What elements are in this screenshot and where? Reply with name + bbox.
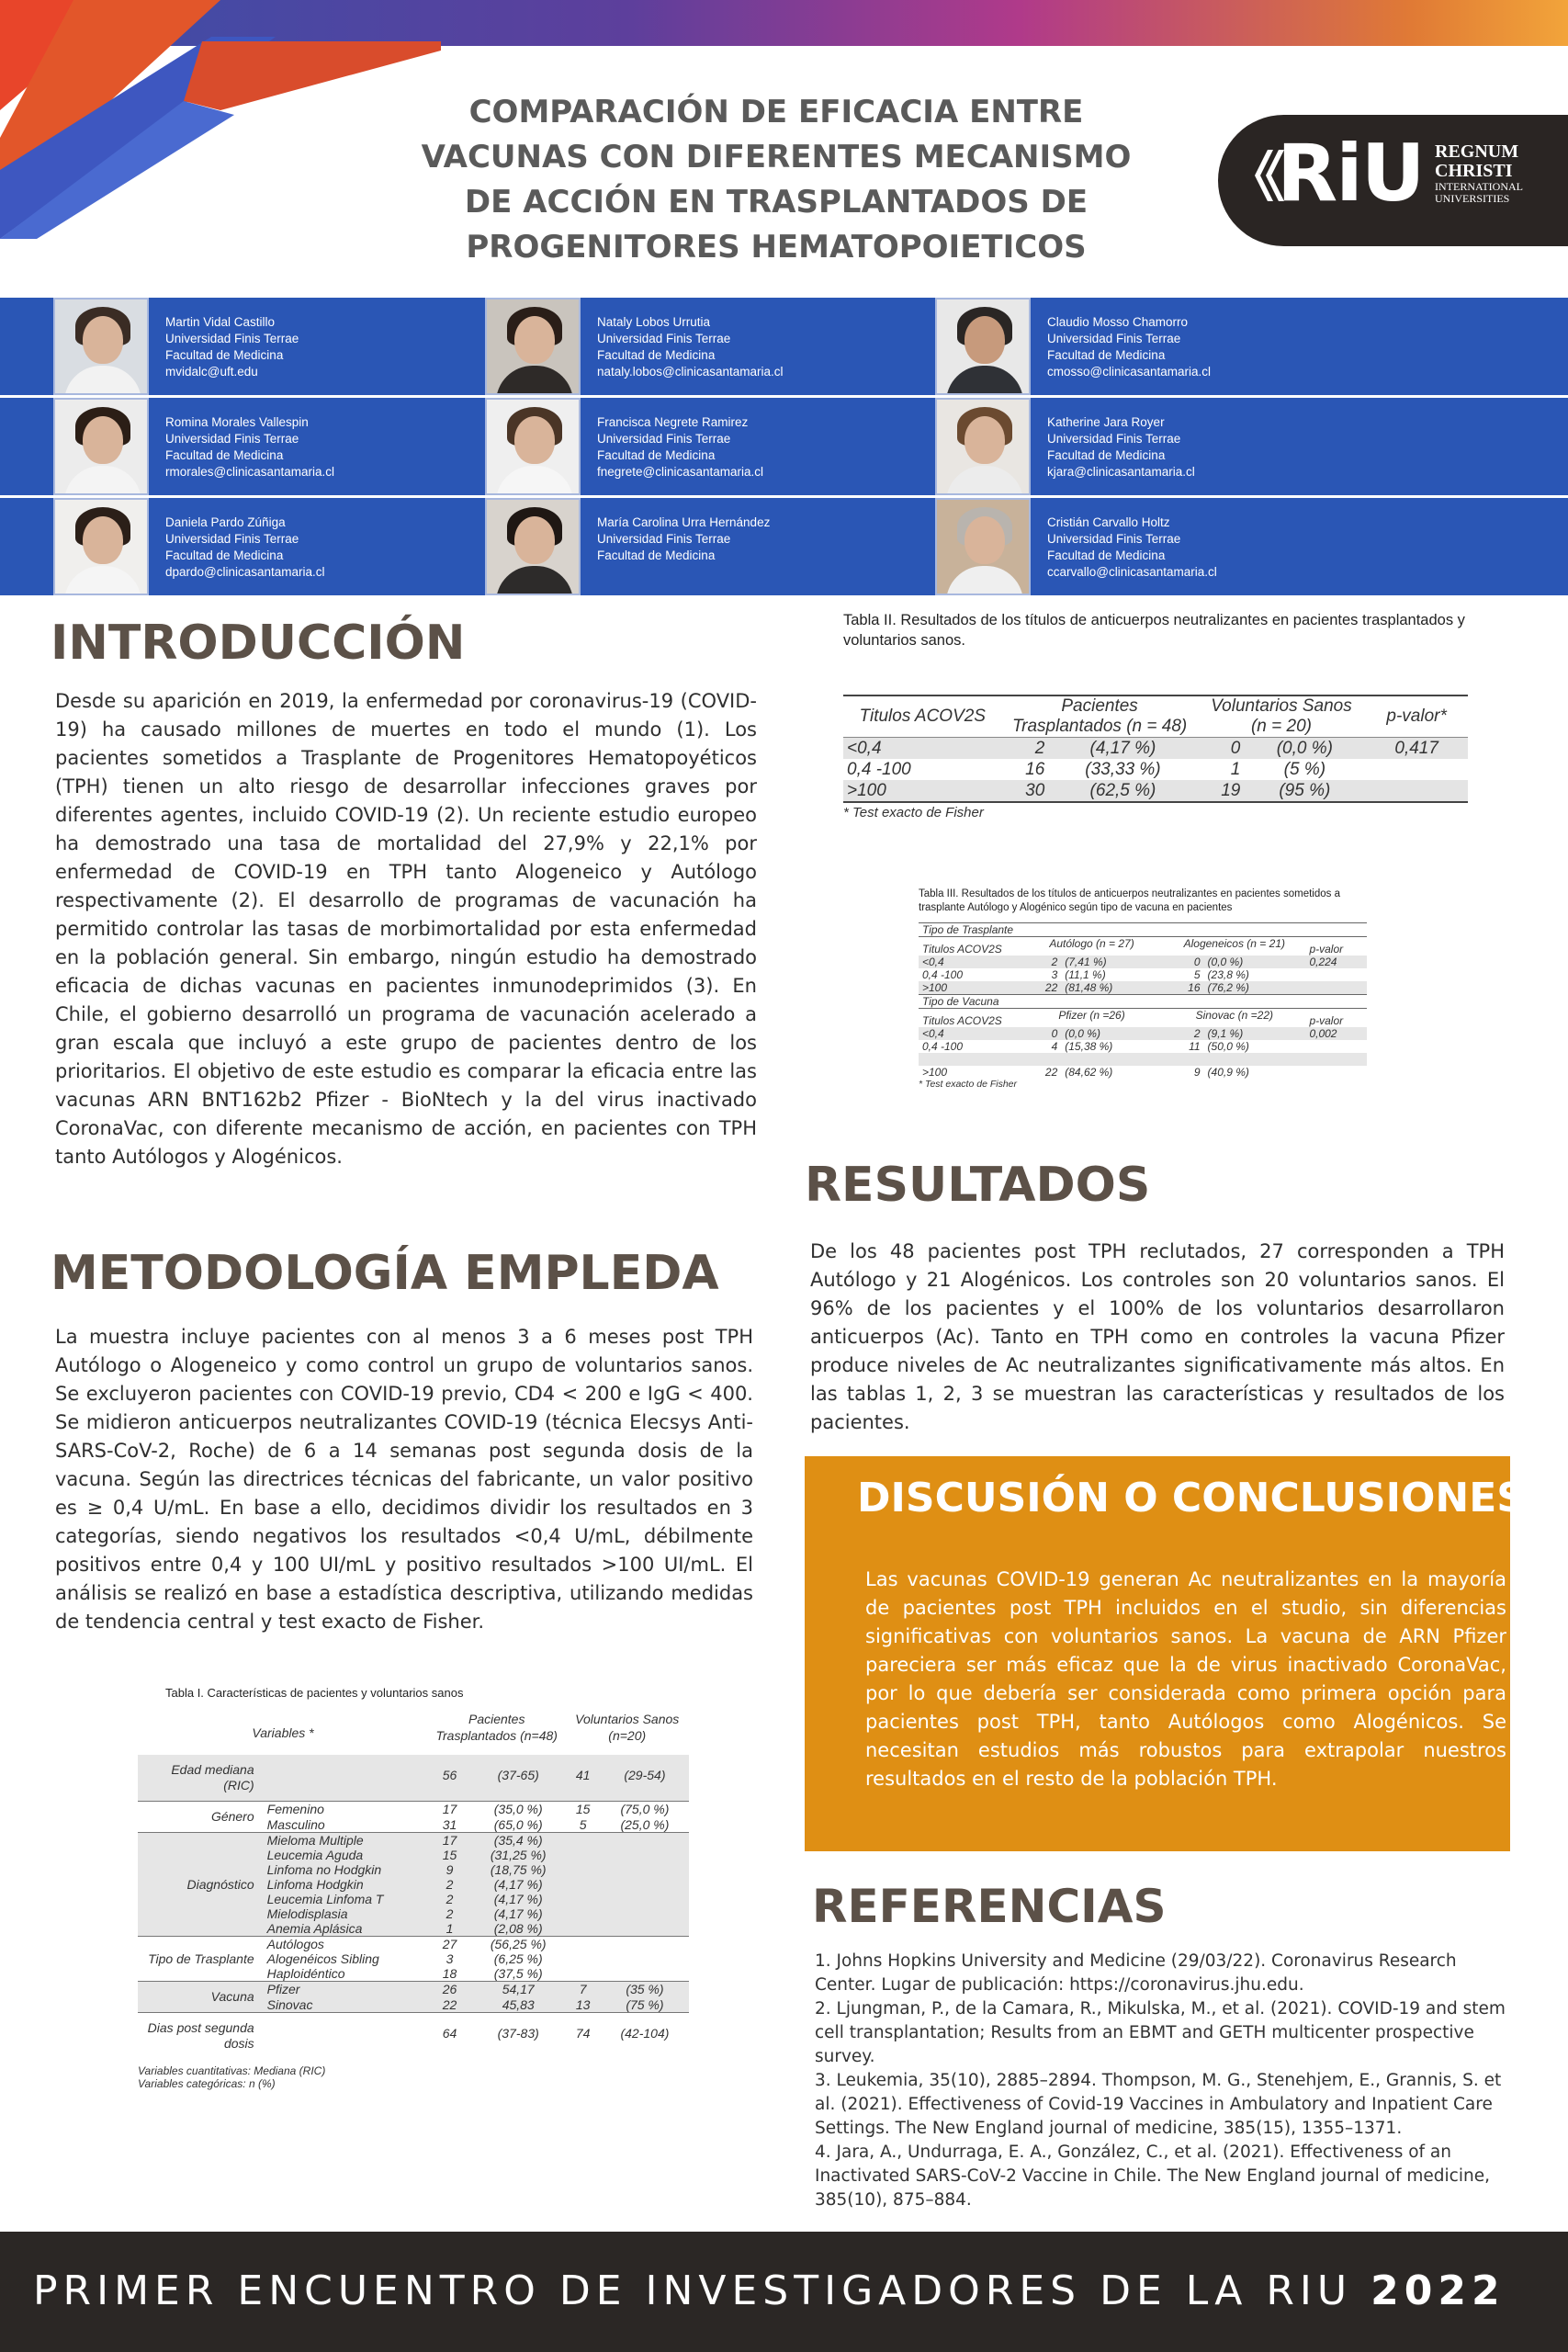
table-header-cell: Titulos ACOV2S [859, 707, 986, 726]
table-header-cell: Alogeneicos (n = 21) [1183, 937, 1285, 950]
table-footnote: * Test exacto de Fisher [843, 805, 984, 820]
table-3 [919, 888, 1367, 1090]
table-cell: (4,17 %) [471, 1906, 565, 1921]
author-email: nataly.lobos@clinicasantamaria.cl [597, 365, 784, 379]
table-cell [601, 1877, 689, 1892]
reference-item: 4. Jara, A., Undurraga, E. A., González, C., et al. (2021). Effectiveness of an Inactivated SARS-CoV-2 Vaccine in Chile. The New England journal of medicine, 385(10), 875–884. [815, 2143, 1490, 2210]
table-cell: (5 %) [1283, 760, 1326, 779]
author-photo [935, 498, 1031, 595]
table-cell: 64 [428, 2013, 471, 2060]
table-cell: (81,48 %) [1061, 981, 1163, 995]
table-cell: (37-65) [471, 1755, 565, 1802]
table-cell: 5 [579, 1816, 587, 1832]
table-row [919, 956, 1367, 968]
table-cell: 9 [1193, 1066, 1201, 1079]
author-name: Cristián Carvallo Holtz [1047, 515, 1170, 529]
table-footnote: * Test exacto de Fisher [919, 1079, 1017, 1090]
table-cell [565, 1951, 600, 1966]
author-email: rmorales@clinicasantamaria.cl [165, 465, 335, 479]
chevron-decoration [0, 0, 441, 239]
table-cell: 22 [428, 1997, 471, 2013]
author-info [597, 414, 763, 481]
author-university: Universidad Finis Terrae [165, 432, 299, 446]
author-photo [935, 298, 1031, 395]
author-card [0, 298, 432, 395]
author-name: Romina Morales Vallespin [165, 415, 309, 429]
introduction-heading: INTRODUCCIÓN [51, 616, 466, 671]
table-cell: (4,17 %) [1048, 738, 1197, 760]
table-cell: Masculino [266, 1816, 325, 1832]
footer-event-name: PRIMER ENCUENTRO DE INVESTIGADORES DE LA RIU [33, 2267, 1353, 2314]
table-cell: (62,5 %) [1048, 780, 1197, 802]
table-cell: 13 [565, 1997, 600, 2013]
table-cell: (4,17 %) [471, 1877, 565, 1892]
table-cell: Haploidéntico [266, 1966, 345, 1981]
author-name: Francisca Negrete Ramirez [597, 415, 749, 429]
author-photo [53, 398, 149, 495]
table-cell: (65,0 %) [493, 1816, 543, 1832]
table-cell: 2 [1163, 1027, 1203, 1040]
table-cell: 0,4 -100 [922, 968, 964, 981]
table-cell: Alogenéicos Sibling [266, 1951, 379, 1966]
author-info [165, 314, 299, 380]
table-cell [565, 1848, 600, 1862]
references-heading: REFERENCIAS [812, 1880, 1167, 1933]
author-photo [935, 398, 1031, 495]
table-cell: (9,1 %) [1204, 1027, 1306, 1040]
table-cell: 74 [565, 2013, 600, 2060]
author-faculty: Facultad de Medicina [597, 448, 716, 462]
introduction-text: Desde su aparición en 2019, la enfermedad por coronavirus-19 (COVID-19) ha causado millones de muertes en todo el mundo (1). Los pacientes sometidos a Trasplante de Progenitores Hematopoyéticos (TPH) tienen un alto riesgo de desarrollar infecciones graves por diferentes agentes, incluido COVID-19 (2). Un reciente estudio europeo ha demostrado una tasa de mortalidad del 27,9% y 22,1% por enfermedad de COVID-19 en TPH tanto Alogeneico y Autólogo respectivamente (2). El desarrollo de programas de vacunación ha permitido controlar las tasas de morbimortalidad por esta enfermedad en la población general. Sin embargo, ningún estudio ha demostrado eficacia de dichas vacunas en pacientes inmunodeprimidos (3). En Chile, el gobierno desarrolló un programa de vacunación acelerado a gran escala que incluyó a este grupo de pacientes dentro de los prioritarios. El objetivo de este estudio es comparar la eficacia entre las vacunas ARN BNT162b2 Pfizer - BioNtech y la del virus inactivado CoronaVac, con diferente mecanismo de acción, en pacientes con TPH tanto Autólogos y Alogénicos. [55, 690, 757, 1168]
riu-logo [1218, 115, 1568, 246]
table-cell [565, 1937, 600, 1952]
table-cell [565, 1921, 600, 1937]
table-cell [601, 1848, 689, 1862]
table-header-cell: Voluntarios Sanos (n=20) [575, 1712, 680, 1743]
logo-line: UNIVERSITIES [1435, 192, 1510, 205]
table-row [138, 1833, 689, 1849]
author-email: fnegrete@clinicasantamaria.cl [597, 465, 764, 479]
table-cell: (29-54) [601, 1755, 689, 1802]
author-email: cmosso@clinicasantamaria.cl [1047, 365, 1212, 379]
table-cell: (25,0 %) [620, 1816, 670, 1832]
table-cell: Leucemia Aguda [264, 1848, 428, 1862]
table-cell: 17 [428, 1833, 471, 1849]
results-text: De los 48 pacientes post TPH reclutados, 27 corresponden a TPH Autólogo y 21 Alogénicos. Los controles son 20 voluntarios sanos. El 96% de los pacientes y el 100% de los voluntarios desarrollaron anticuerpos (Ac). Tanto en TPH como en controles la vacuna Pfizer produce niveles de Ac neutralizantes significativamente más altos. En las tablas 1, 2, 3 se muestran las características y resultados de los pacientes. [810, 1240, 1505, 1433]
table-header-cell: Sinovac (n =22) [1195, 1009, 1273, 1022]
author-card [432, 398, 863, 495]
table-section-label: Tipo de Vacuna [919, 995, 1367, 1009]
table-cell: (50,0 %) [1207, 1040, 1249, 1053]
table-cell: 30 [1002, 780, 1049, 802]
author-university: Universidad Finis Terrae [1047, 332, 1181, 345]
author-email: mvidalc@uft.edu [165, 365, 258, 379]
table-cell: 2 [1002, 738, 1049, 760]
author-name: Nataly Lobos Urrutia [597, 315, 711, 329]
table-cell: (31,25 %) [471, 1848, 565, 1862]
logo-wordmark [1435, 142, 1523, 205]
author-email: dpardo@clinicasantamaria.cl [165, 565, 325, 579]
table-cell: 17 [428, 1802, 471, 1817]
logo-line: INTERNATIONAL [1435, 180, 1523, 193]
table-cell: 4 [1051, 1040, 1058, 1053]
table-cell: 54,17 [471, 1982, 565, 1997]
table-cell: (56,25 %) [471, 1937, 565, 1952]
table-header-cell: Voluntarios Sanos (n = 20) [1211, 696, 1352, 736]
author-card [0, 498, 432, 595]
table-cell [1305, 981, 1367, 995]
table-cell: (35,4 %) [471, 1833, 565, 1849]
poster-footer [0, 2232, 1568, 2352]
author-faculty: Facultad de Medicina [165, 548, 284, 562]
author-university: Universidad Finis Terrae [597, 332, 731, 345]
table-cell: 27 [428, 1937, 471, 1952]
author-university: Universidad Finis Terrae [1047, 432, 1181, 446]
table-cell: 2 [428, 1892, 471, 1906]
table-cell: 0 [1021, 1027, 1061, 1040]
author-faculty: Facultad de Medicina [1047, 348, 1166, 362]
poster-title [386, 90, 1167, 270]
table-cell: <0,4 [919, 956, 1021, 968]
author-photo [485, 298, 581, 395]
table-header-cell: p-valor [1309, 943, 1344, 956]
table-footnote [138, 2064, 689, 2090]
table-cell: Mielodisplasia [264, 1906, 428, 1921]
title-line: PROGENITORES HEMATOPOIETICOS [466, 229, 1087, 266]
table-cell: 16 [1025, 760, 1045, 779]
table-group-label: Género [138, 1802, 264, 1833]
table-cell: (35 %) [601, 1982, 689, 1997]
table-cell: (37,5 %) [493, 1966, 543, 1981]
table-cell: >100 [843, 780, 1002, 802]
methods-text: La muestra incluye pacientes con al menos 3 a 6 meses post TPH Autólogo o Alogeneico y como control un grupo de voluntarios sanos. Se excluyeron pacientes con COVID-19 previo, CD4 < 200 e IgG < 400. Se midieron anticuerpos neutralizantes COVID-19 (técnica Elecsys Anti-SARS-CoV-2, Roche) de 6 a 14 semanas post segunda dosis de la vacuna. Según las directrices técnicas del fabricante, un valor positivo es ≥ 0,4 U/mL. En base a ello, decidimos dividir los resultados en 3 categorías, siendo negativos los resultados <0,4 U/mL, débilmente positivos entre 0,4 y 100 UI/mL y positivo resultados >100 UI/mL. El análisis se realizó en base a estadística descriptiva, utilizando medidas de tendencia central y test exacto de Fisher. [55, 1326, 753, 1633]
table-cell [601, 1951, 689, 1966]
table-cell: (75,0 %) [601, 1802, 689, 1817]
author-university: Universidad Finis Terrae [165, 532, 299, 546]
table-cell: 3 [1051, 968, 1058, 981]
author-name: Katherine Jara Royer [1047, 415, 1165, 429]
table-cell [264, 1755, 428, 1802]
author-card [882, 298, 1314, 395]
table-cell: (7,41 %) [1061, 956, 1163, 968]
table-cell [601, 1892, 689, 1906]
results-heading: RESULTADOS [805, 1158, 1151, 1213]
author-card [882, 398, 1314, 495]
table-cell: <0,4 [843, 738, 1002, 760]
table-group-label: Tipo de Trasplante [138, 1937, 264, 1982]
table-cell: (18,75 %) [471, 1862, 565, 1877]
table-cell: Femenino [264, 1802, 428, 1817]
table-cell: >100 [919, 981, 1021, 995]
table-cell: 56 [428, 1755, 471, 1802]
table-cell: 1 [428, 1921, 471, 1937]
table-3-grid [919, 922, 1367, 1079]
table-row [919, 981, 1367, 995]
table-row [138, 1982, 689, 1997]
table-cell: 2 [1021, 956, 1061, 968]
author-faculty: Facultad de Medicina [1047, 548, 1166, 562]
poster-header [0, 0, 1568, 294]
table-cell: (0,0 %) [1061, 1027, 1163, 1040]
title-line: COMPARACIÓN DE EFICACIA ENTRE [468, 94, 1084, 130]
table-cell: >100 [922, 1066, 948, 1079]
table-cell: <0,4 [919, 1027, 1021, 1040]
author-info [597, 514, 770, 564]
table-cell: 5 [1193, 968, 1201, 981]
table-footnote-line: Variables cuantitativas: Mediana (RIC) [138, 2064, 326, 2077]
table-cell: (37-83) [471, 2013, 565, 2060]
author-faculty: Facultad de Medicina [1047, 448, 1166, 462]
table-cell: 0 [1198, 738, 1245, 760]
table-cell: (15,38 %) [1065, 1040, 1113, 1053]
table-cell: (40,9 %) [1207, 1066, 1249, 1079]
table-cell [601, 1937, 689, 1952]
table-cell: 22 [1044, 1066, 1058, 1079]
author-panel [0, 294, 1568, 594]
author-card [432, 498, 863, 595]
reference-item: 3. Leukemia, 35(10), 2885–2894. Thompson, M. G., Stenehjem, E., Grannis, S. et al. (2021). Effectiveness of Covid-19 Vaccines in Ambulatory and Inpatient Care Settings. The New England journal of medicine, 385(15), 1355–1371. [815, 2071, 1502, 2138]
table-cell: 31 [442, 1816, 457, 1832]
table-caption: Tabla II. Resultados de los títulos de anticuerpos neutralizantes en pacientes trasplantados y voluntarios sanos. [843, 612, 1465, 649]
table-cell: 2 [428, 1877, 471, 1892]
author-info [165, 414, 334, 481]
table-cell: 18 [442, 1966, 457, 1981]
logo-line: CHRISTI [1435, 161, 1513, 181]
table-cell: 15 [565, 1802, 600, 1817]
table-cell [565, 1833, 600, 1849]
author-name: Daniela Pardo Zúñiga [165, 515, 286, 529]
table-cell: 3 [446, 1951, 454, 1966]
table-row [919, 968, 1367, 981]
table-caption: Tabla III. Resultados de los títulos de anticuerpos neutralizantes en pacientes sometidos a trasplante Autólogo y Alogénico según tipo de vacuna en pacientes [919, 888, 1340, 913]
author-info [165, 514, 325, 581]
footer-year: 2022 [1371, 2267, 1506, 2314]
author-info [1047, 514, 1217, 581]
author-university: Universidad Finis Terrae [597, 432, 731, 446]
author-name: Martin Vidal Castillo [165, 315, 276, 329]
table-cell: (0,0 %) [1204, 956, 1306, 968]
table-header-cell: Pfizer (n =26) [1058, 1009, 1125, 1022]
author-faculty: Facultad de Medicina [165, 448, 284, 462]
table-cell: Sinovac [264, 1997, 428, 2013]
table-cell [601, 1906, 689, 1921]
table-row [919, 1027, 1367, 1040]
table-row [138, 2013, 689, 2060]
table-cell: (6,25 %) [493, 1951, 543, 1966]
table-cell: 11 [1189, 1040, 1201, 1053]
author-name: María Carolina Urra Hernández [597, 515, 771, 529]
table-cell: (42-104) [601, 2013, 689, 2060]
table-2-grid [843, 695, 1468, 803]
table-cell: (2,08 %) [471, 1921, 565, 1937]
reference-item: 2. Ljungman, P., de la Camara, R., Mikulska, M., et al. (2021). COVID-19 and stem cell transplantation; Results from an EBMT and GETH multicenter prospective survey. [815, 1999, 1506, 2066]
table-cell: Pfizer [264, 1982, 428, 1997]
table-header-cell: Titulos ACOV2S [922, 1014, 1002, 1027]
author-university: Universidad Finis Terrae [1047, 532, 1181, 546]
author-info [1047, 414, 1195, 481]
table-cell [264, 2013, 428, 2060]
table-cell: 7 [565, 1982, 600, 1997]
author-card [0, 398, 432, 495]
table-cell [1305, 1066, 1367, 1079]
table-cell: 2 [428, 1906, 471, 1921]
table-cell: 0,4 -100 [922, 1040, 964, 1053]
table-header-cell: p-valor* [1386, 707, 1447, 726]
table-cell: (0,0 %) [1244, 738, 1365, 760]
table-1 [138, 1685, 689, 2090]
methods-heading: METODOLOGÍA EMPLEDA [51, 1246, 719, 1301]
table-cell: (35,0 %) [471, 1802, 565, 1817]
table-cell: Linfoma Hodgkin [264, 1877, 428, 1892]
table-cell: 0,4 -100 [847, 760, 911, 779]
author-name: Claudio Mosso Chamorro [1047, 315, 1189, 329]
table-cell: (4,17 %) [471, 1892, 565, 1906]
table-row [843, 738, 1468, 760]
discussion-heading: DISCUSIÓN O CONCLUSIONES [857, 1475, 1526, 1521]
table-cell [565, 1892, 600, 1906]
table-cell [1365, 780, 1468, 802]
reference-item: 1. Johns Hopkins University and Medicine (29/03/22). Coronavirus Research Center. Lugar de publicación: https://coronavirus.jhu.edu. [815, 1951, 1457, 1995]
table-cell [1305, 1040, 1367, 1053]
table-cell: 26 [428, 1982, 471, 1997]
author-email: kjara@clinicasantamaria.cl [1047, 465, 1195, 479]
table-row [843, 780, 1468, 802]
table-cell: 0,417 [1365, 738, 1468, 760]
table-group-label: Diagnóstico [138, 1833, 264, 1937]
table-cell: (95 %) [1244, 780, 1365, 802]
table-2 [843, 610, 1468, 820]
table-cell: 16 [1163, 981, 1203, 995]
author-university: Universidad Finis Terrae [597, 532, 731, 546]
table-row [138, 1802, 689, 1817]
table-cell: 41 [565, 1755, 600, 1802]
table-cell: 0 [1163, 956, 1203, 968]
table-group-label: Edad mediana (RIC) [138, 1755, 264, 1802]
author-card [882, 498, 1314, 595]
logo-line: REGNUM [1435, 141, 1519, 162]
table-cell: (11,1 %) [1065, 968, 1106, 981]
table-cell [565, 1877, 600, 1892]
table-cell [565, 1906, 600, 1921]
table-row [138, 1937, 689, 1952]
table-cell: (23,8 %) [1207, 968, 1249, 981]
author-email: ccarvallo@clinicasantamaria.cl [1047, 565, 1217, 579]
table-cell: (33,33 %) [1085, 760, 1161, 779]
table-cell: 1 [1230, 760, 1241, 779]
table-header-cell: p-valor [1309, 1014, 1344, 1027]
table-header-cell: Autólogo (n = 27) [1049, 937, 1134, 950]
table-row [919, 1040, 1367, 1053]
table-cell: (76,2 %) [1204, 981, 1306, 995]
footer-text [33, 2267, 1540, 2316]
table-cell: 19 [1198, 780, 1245, 802]
table-header-cell: Pacientes Trasplantados (n=48) [435, 1712, 558, 1743]
table-header-cell: Titulos ACOV2S [922, 943, 1002, 956]
table-caption: Tabla I. Características de pacientes y voluntarios sanos [165, 1686, 464, 1700]
author-photo [53, 298, 149, 395]
table-cell [1365, 759, 1468, 780]
table-row [138, 1755, 689, 1802]
table-group-label: Dias post segunda dosis [138, 2013, 264, 2060]
table-section-label: Tipo de Trasplante [919, 923, 1367, 937]
author-faculty: Facultad de Medicina [597, 348, 716, 362]
table-cell: Leucemia Linfoma T [264, 1892, 428, 1906]
table-group-label: Vacuna [138, 1982, 264, 2013]
table-row [919, 1066, 1367, 1079]
table-header-cell: Variables * [252, 1725, 314, 1740]
title-line: DE ACCIÓN EN TRASPLANTADOS DE [464, 184, 1089, 220]
table-cell [601, 1966, 689, 1982]
table-cell [1305, 968, 1367, 981]
table-cell: Linfoma no Hodgkin [264, 1862, 428, 1877]
author-university: Universidad Finis Terrae [165, 332, 299, 345]
table-header-cell: Pacientes Trasplantados (n = 48) [1011, 696, 1188, 736]
table-cell [565, 1862, 600, 1877]
author-info [597, 314, 784, 380]
author-photo [485, 398, 581, 495]
author-photo [485, 498, 581, 595]
table-cell: Mieloma Multiple [264, 1833, 428, 1849]
table-cell: 45,83 [471, 1997, 565, 2013]
title-line: VACUNAS CON DIFERENTES MECANISMO [421, 139, 1132, 175]
author-photo [53, 498, 149, 595]
table-cell: 9 [428, 1862, 471, 1877]
discussion-text: Las vacunas COVID-19 generan Ac neutralizantes en la mayoría de pacientes post TPH incluidos en el studio, sin diferencias significativas con voluntarios sanos. La vacuna de ARN Pfizer pareciera ser más eficaz que la de virus inactivado CoronaVac, por lo que debería ser considerada como primera opción para pacientes post TPH, tanto Autólogos como Alogénicos. Se necesitan estudios más robustos para extrapolar nuestros resultados en el resto de la población TPH. [865, 1568, 1506, 1790]
author-faculty: Facultad de Medicina [165, 348, 284, 362]
table-cell: (84,62 %) [1065, 1066, 1113, 1079]
table-cell: (75 %) [601, 1997, 689, 2013]
table-cell: 22 [1021, 981, 1061, 995]
table-cell [601, 1862, 689, 1877]
author-card [432, 298, 863, 395]
table-row [843, 759, 1468, 780]
table-1-grid [138, 1711, 689, 2059]
table-cell: Autólogos [264, 1937, 428, 1952]
table-footnote-line: Variables categóricas: n (%) [138, 2077, 276, 2090]
author-faculty: Facultad de Medicina [597, 548, 716, 562]
table-cell: Anemia Aplásica [264, 1921, 428, 1937]
table-cell: 15 [428, 1848, 471, 1862]
logo-mark-text: RiU [1277, 128, 1424, 220]
table-cell [565, 1966, 600, 1982]
table-cell [601, 1921, 689, 1937]
table-cell: 0,224 [1305, 956, 1367, 968]
author-info [1047, 314, 1211, 380]
references-list [815, 1950, 1515, 2212]
table-cell: 0,002 [1305, 1027, 1367, 1040]
table-cell [601, 1833, 689, 1849]
